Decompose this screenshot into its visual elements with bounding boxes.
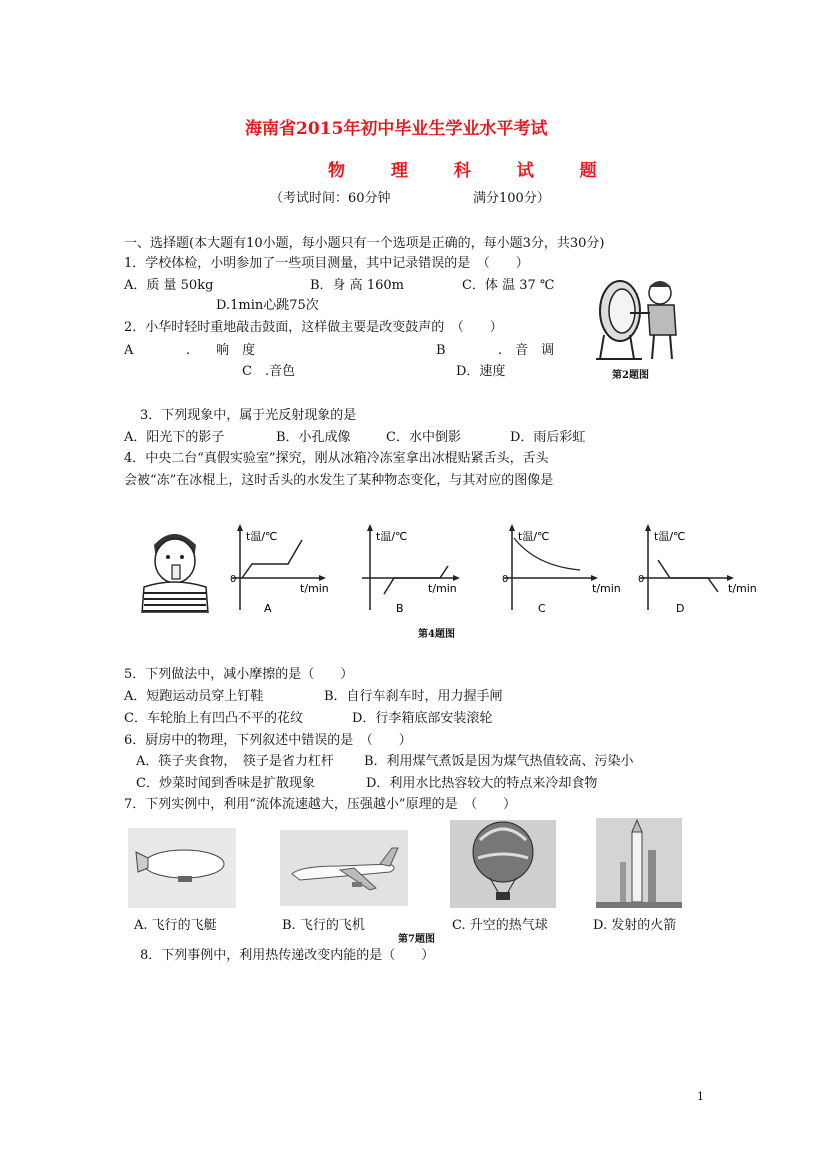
q7-option-a: A. 飞行的飞艇 <box>134 918 217 933</box>
q7-option-b: B. 飞行的飞机 <box>282 918 365 933</box>
q4-stem-line2: 会被“冻”在冰棍上，这时舌头的水发生了某种物态变化，与其对应的图像是 <box>124 473 554 488</box>
graph-a-xlabel: t/min <box>300 582 329 595</box>
q5-option-c: C．车轮胎上有凹凸不平的花纹 <box>124 711 303 726</box>
q1-stem: 1．学校体检，小明参加了一些项目测量，其中记录错误的是 （ ） <box>124 256 529 271</box>
graph-d-xlabel: t/min <box>728 582 757 595</box>
q3-option-a: A．阳光下的影子 <box>124 430 225 445</box>
hot-air-balloon-photo <box>450 820 556 908</box>
q6-option-d: D．利用水比热容较大的特点来冷却食物 <box>366 776 598 791</box>
graph-a-zero: 0 <box>230 574 237 585</box>
q2-option-b-text: . 音 调 <box>498 343 555 358</box>
q6-stem: 6．厨房中的物理，下列叙述中错误的是 （ ） <box>124 733 412 748</box>
page-number: 1 <box>697 1090 704 1103</box>
q3-option-b: B．小孔成像 <box>276 430 351 445</box>
graph-b-ylabel: t温/℃ <box>376 530 408 543</box>
graph-d-label: D <box>676 602 685 615</box>
section-heading: 一、选择题(本大题有10小题，每小题只有一个选项是正确的，每小题3分，共30分) <box>124 236 605 251</box>
q7-option-d: D. 发射的火箭 <box>593 918 677 933</box>
graph-d-zero: 0 <box>638 574 645 585</box>
q1-option-c: C．体 温 37 ℃ <box>462 278 555 293</box>
exam-title: 海南省2015年初中毕业生学业水平考试 <box>245 119 548 139</box>
graph-c-zero: 0 <box>502 574 509 585</box>
airplane-photo <box>280 830 408 906</box>
graph-d <box>638 524 757 615</box>
graph-d-ylabel: t温/℃ <box>654 530 686 543</box>
graph-c <box>502 524 621 615</box>
q2-figure-caption: 第2题图 <box>612 370 649 381</box>
q2-option-c: C .音色 <box>242 364 296 379</box>
q4-figure-caption: 第4题图 <box>418 629 455 640</box>
rocket-launch-photo <box>596 818 682 908</box>
q6-option-a: A．筷子夹食物， 筷子是省力杠杆 <box>136 754 334 769</box>
boy-popsicle-illustration <box>134 525 214 613</box>
full-score: 满分100分） <box>473 191 550 206</box>
q3-option-c: C．水中倒影 <box>386 430 461 445</box>
q6-option-b: B．利用煤气煮饭是因为煤气热值较高、污染小 <box>364 754 634 769</box>
q1-option-a: A．质 量 50kg <box>124 278 214 293</box>
graph-a-ylabel: t温/℃ <box>246 530 278 543</box>
q7-stem: 7．下列实例中，利用“流体流速越大，压强越小”原理的是 （ ） <box>124 797 517 812</box>
q2-stem: 2．小华时轻时重地敲击鼓面，这样做主要是改变鼓声的 （ ） <box>124 320 503 335</box>
exam-time: （考试时间：60分钟 <box>270 191 391 206</box>
q6-option-c: C．炒菜时闻到香味是扩散现象 <box>136 776 315 791</box>
graph-b-label: B <box>396 602 404 615</box>
airship-photo <box>128 828 236 908</box>
q2-option-a-text: . 响 度 <box>186 343 256 358</box>
q2-option-d: D．速度 <box>456 364 506 379</box>
graph-c-label: C <box>538 602 546 615</box>
q2-option-a-letter: A <box>124 343 134 358</box>
q1-option-b: B．身 高 160m <box>310 278 404 293</box>
q5-option-a: A．短跑运动员穿上钉鞋 <box>124 689 264 704</box>
q5-option-d: D．行李箱底部安装滚轮 <box>352 711 493 726</box>
q2-option-b-letter: B <box>436 343 446 358</box>
drum-illustration <box>594 275 686 363</box>
q1-option-d: D.1min心跳75次 <box>216 298 319 313</box>
graph-a <box>230 524 329 615</box>
graph-b <box>362 524 460 615</box>
q3-stem: 3．下列现象中，属于光反射现象的是 <box>140 408 357 423</box>
q4-graphs <box>222 520 782 618</box>
graph-a-label: A <box>264 602 272 615</box>
q3-option-d: D．雨后彩虹 <box>510 430 586 445</box>
graph-c-ylabel: t温/℃ <box>518 530 550 543</box>
q4-stem-line1: 4．中央二台“真假实验室”探究，刚从冰箱冷冻室拿出冰棍贴紧舌头，舌头 <box>124 451 549 466</box>
graph-c-xlabel: t/min <box>592 582 621 595</box>
q8-stem: 8．下列事例中，利用热传递改变内能的是（ ） <box>140 948 435 963</box>
graph-b-xlabel: t/min <box>428 582 457 595</box>
q7-figure-caption: 第7题图 <box>398 934 435 945</box>
q5-stem: 5．下列做法中，减小摩擦的是（ ） <box>124 667 354 682</box>
q5-option-b: B．自行车刹车时，用力握手闸 <box>324 689 503 704</box>
subject-title: 物 理 科 试 题 <box>328 161 617 181</box>
q7-option-c: C. 升空的热气球 <box>452 918 548 933</box>
